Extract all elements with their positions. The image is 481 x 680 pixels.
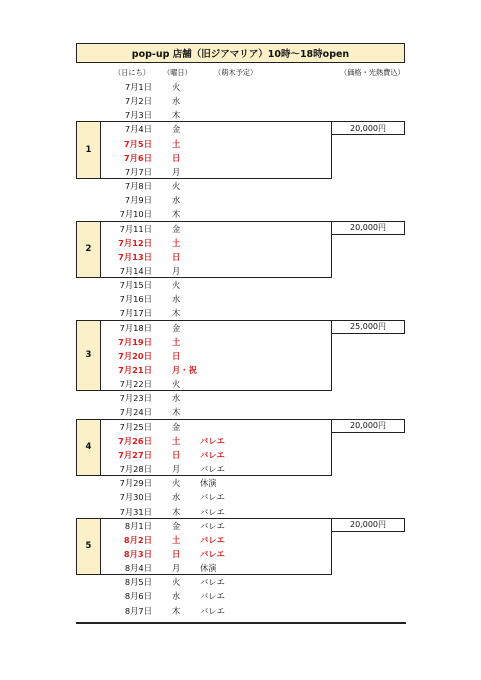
table-row <box>0 589 481 603</box>
table-row <box>0 391 481 405</box>
table-row <box>0 165 481 179</box>
date-cell: 8月5日 <box>124 577 152 588</box>
date-cell: 7月7日 <box>124 166 152 177</box>
date-cell: 7月28日 <box>119 464 152 475</box>
date-cell: 7月10日 <box>119 209 152 220</box>
block-number: 3 <box>76 320 101 392</box>
table-row <box>0 306 481 320</box>
weekday-cell: 土 <box>172 138 181 149</box>
note-cell: バレエ <box>200 591 225 602</box>
table-row <box>0 561 481 575</box>
table-row <box>0 236 481 250</box>
block-number: 4 <box>76 419 101 477</box>
note-cell: 休演 <box>200 478 217 489</box>
weekday-cell: 水 <box>172 492 181 503</box>
date-cell: 7月13日 <box>118 251 152 262</box>
weekday-cell: 月 <box>172 166 181 177</box>
table-row <box>0 575 481 589</box>
weekday-cell: 火 <box>172 82 181 92</box>
table-row <box>0 405 481 419</box>
weekday-cell: 金 <box>172 520 181 531</box>
block-number: 1 <box>76 121 101 179</box>
weekday-cell: 水 <box>172 195 181 206</box>
page-title: pop-up 店舗（旧ジアマリア）10時〜18時open <box>76 43 405 63</box>
weekday-cell: 火 <box>172 181 181 192</box>
date-cell: 7月15日 <box>119 280 152 291</box>
weekday-cell: 火 <box>172 478 181 489</box>
price-cell: 20,000円 <box>332 419 405 433</box>
table-row <box>0 363 481 377</box>
table-row <box>0 505 481 519</box>
note-cell: バレエ <box>200 520 225 531</box>
weekday-cell: 金 <box>172 124 181 135</box>
date-cell: 7月5日 <box>123 138 152 149</box>
price-cell: 20,000円 <box>332 518 405 532</box>
table-row <box>0 193 481 207</box>
weekday-cell: 日 <box>172 350 181 361</box>
date-cell: 8月7日 <box>124 605 152 616</box>
table-row <box>0 264 481 278</box>
table-row <box>0 377 481 391</box>
weekday-cell: 木 <box>172 308 181 319</box>
date-cell: 7月26日 <box>118 435 152 446</box>
table-row <box>0 207 481 221</box>
header-date: （日にち） <box>114 68 150 77</box>
weekday-cell: 日 <box>172 548 181 559</box>
date-cell: 7月30日 <box>119 492 152 503</box>
date-cell: 7月2日 <box>124 96 152 107</box>
date-cell: 8月2日 <box>123 534 152 545</box>
weekday-cell: 金 <box>172 421 181 432</box>
date-cell: 7月11日 <box>119 223 152 234</box>
date-cell: 7月17日 <box>119 308 152 319</box>
date-cell: 7月20日 <box>118 350 152 361</box>
weekday-cell: 水 <box>172 96 181 107</box>
table-row <box>0 434 481 448</box>
weekday-cell: 月 <box>172 265 181 276</box>
note-cell: バレエ <box>200 449 225 460</box>
weekday-cell: 土 <box>172 237 181 248</box>
weekday-cell: 水 <box>172 591 181 602</box>
date-cell: 7月22日 <box>119 379 152 390</box>
table-row <box>0 321 481 335</box>
weekday-cell: 土 <box>172 534 181 545</box>
date-cell: 7月12日 <box>118 237 152 248</box>
weekday-cell: 火 <box>172 280 181 291</box>
date-cell: 7月18日 <box>119 322 152 333</box>
weekday-cell: 木 <box>172 605 181 616</box>
table-row <box>0 137 481 151</box>
weekday-cell: 木 <box>172 209 181 220</box>
date-cell: 7月14日 <box>119 265 152 276</box>
weekday-cell: 日 <box>172 449 181 460</box>
price-cell: 25,000円 <box>332 320 405 334</box>
block-number: 5 <box>76 518 101 576</box>
weekday-cell: 土 <box>172 435 181 446</box>
note-cell: バレエ <box>200 506 225 517</box>
price-cell: 20,000円 <box>332 121 405 135</box>
note-cell: 休演 <box>200 563 217 574</box>
table-row <box>0 519 481 533</box>
table-row <box>0 604 481 618</box>
table-row <box>0 222 481 236</box>
note-cell: バレエ <box>200 548 225 559</box>
table-row <box>0 349 481 363</box>
date-cell: 8月1日 <box>124 520 152 531</box>
table-row <box>0 94 481 108</box>
date-cell: 8月6日 <box>124 591 152 602</box>
table-row <box>0 490 481 504</box>
note-cell: バレエ <box>200 492 225 503</box>
weekday-cell: 日 <box>172 251 181 262</box>
weekday-cell: 火 <box>172 577 181 588</box>
weekday-cell: 水 <box>172 294 181 305</box>
date-cell: 8月4日 <box>124 563 152 574</box>
table-row <box>0 122 481 136</box>
date-cell: 7月16日 <box>119 294 152 305</box>
weekday-cell: 月 <box>172 563 181 574</box>
table-row <box>0 250 481 264</box>
block-number: 2 <box>76 221 101 279</box>
table-row <box>0 448 481 462</box>
weekday-cell: 土 <box>172 336 181 347</box>
table-row <box>0 533 481 547</box>
weekday-cell: 月 <box>172 464 181 475</box>
date-cell: 7月3日 <box>124 110 152 121</box>
date-cell: 8月3日 <box>123 548 152 559</box>
table-row <box>0 335 481 349</box>
weekday-cell: 木 <box>172 407 181 418</box>
table-row <box>0 108 481 122</box>
table-row <box>0 462 481 476</box>
header-note: （萌木予定） <box>214 68 258 77</box>
date-cell: 7月19日 <box>118 336 152 347</box>
table-row <box>0 292 481 306</box>
price-cell: 20,000円 <box>332 221 405 235</box>
table-row <box>0 179 481 193</box>
header-dow: （曜日） <box>163 68 192 77</box>
note-cell: バレエ <box>200 605 225 616</box>
date-cell: 7月31日 <box>119 506 152 517</box>
date-cell: 7月24日 <box>119 407 152 418</box>
weekday-cell: 金 <box>172 322 181 333</box>
weekday-cell: 水 <box>172 393 181 404</box>
table-row <box>0 151 481 165</box>
weekday-cell: 日 <box>172 152 181 163</box>
date-cell: 7月1日 <box>124 82 152 92</box>
table-bottom-line <box>76 622 406 624</box>
weekday-cell: 木 <box>172 110 181 121</box>
weekday-cell: 火 <box>172 379 181 390</box>
weekday-cell: 木 <box>172 506 181 517</box>
table-row <box>0 476 481 490</box>
date-cell: 7月8日 <box>124 181 152 192</box>
table-row <box>0 278 481 292</box>
date-cell: 7月21日 <box>118 365 152 375</box>
table-row <box>0 80 481 94</box>
date-cell: 7月23日 <box>119 393 152 404</box>
note-cell: バレエ <box>200 534 225 545</box>
header-price: （価格・光熱費込） <box>340 68 405 77</box>
date-cell: 7月29日 <box>119 478 152 489</box>
date-cell: 7月27日 <box>118 449 152 460</box>
note-cell: バレエ <box>200 435 225 446</box>
table-row <box>0 420 481 434</box>
note-cell: バレエ <box>200 464 225 475</box>
date-cell: 7月4日 <box>124 124 152 135</box>
note-cell: バレエ <box>200 577 225 588</box>
weekday-cell: 月・祝 <box>172 365 197 375</box>
date-cell: 7月6日 <box>123 152 152 163</box>
weekday-cell: 金 <box>172 223 181 234</box>
table-row <box>0 547 481 561</box>
date-cell: 7月9日 <box>124 195 152 206</box>
date-cell: 7月25日 <box>119 421 152 432</box>
